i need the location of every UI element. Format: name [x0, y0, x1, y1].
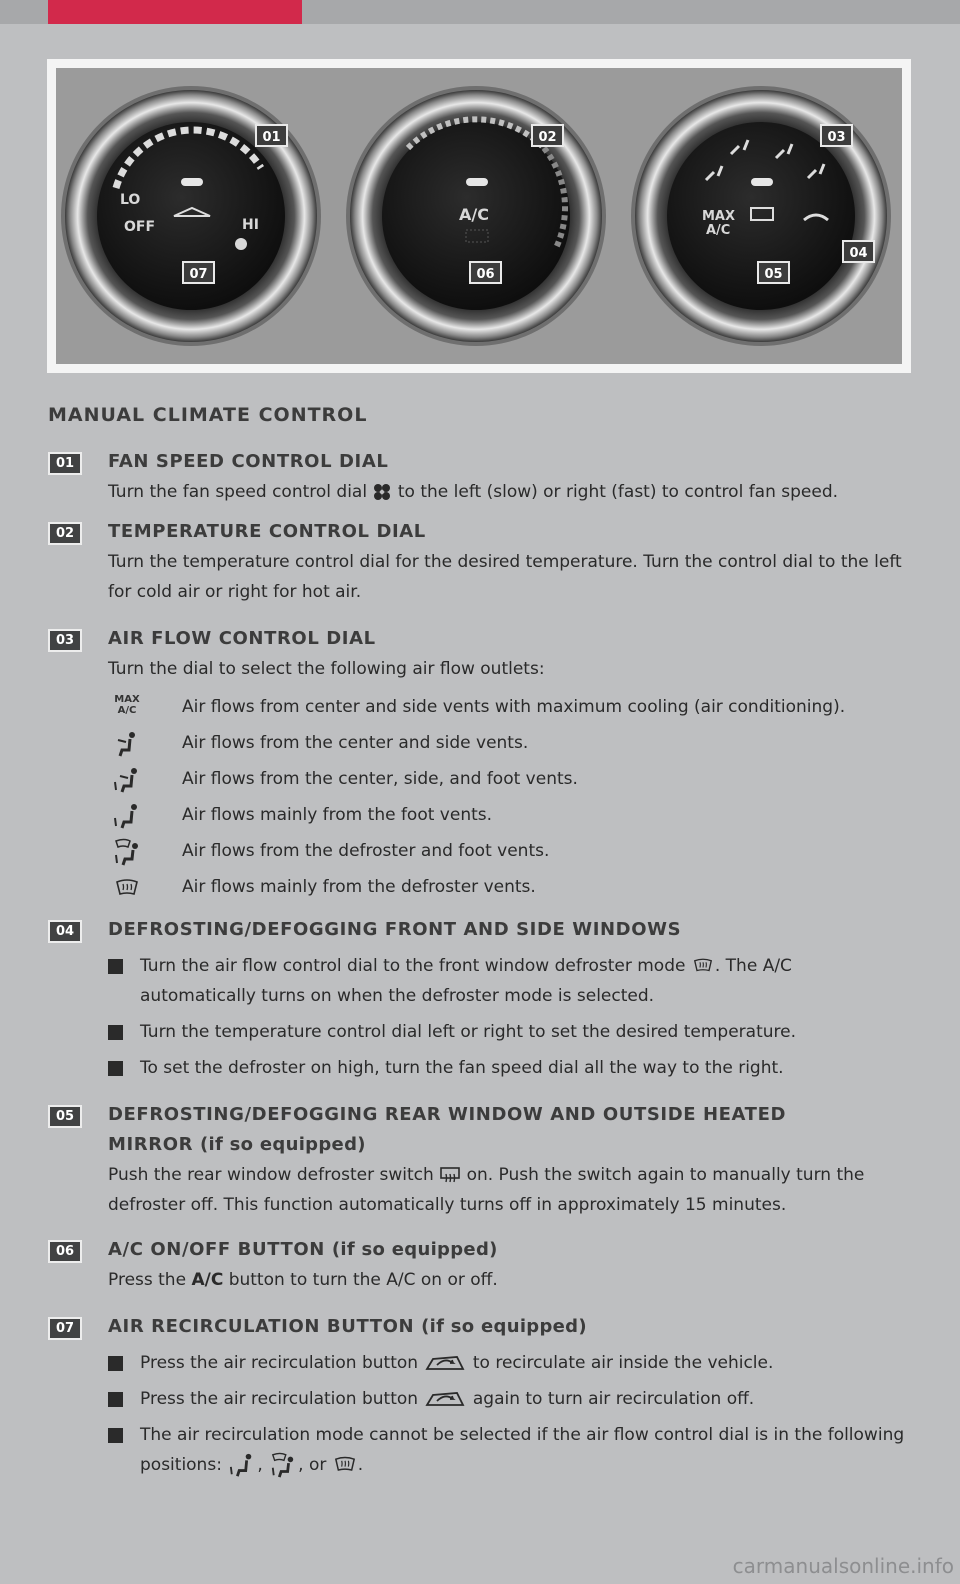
recirculation-bullet-1 [108, 1348, 920, 1378]
air-flow-mode-text: Air flows from the center, side, and foot vents. [182, 769, 578, 789]
photo-label-05: 05 [757, 261, 790, 284]
section-number-06: 06 [48, 1240, 82, 1263]
recirculation-bullet-3 [108, 1420, 920, 1480]
bullet-text: , or [298, 1455, 327, 1475]
defrost-icon [112, 874, 142, 902]
section-title-air-flow: AIR FLOW CONTROL DIAL [108, 628, 376, 649]
text-part: A/C [191, 1270, 224, 1290]
climate-panel-photo [56, 68, 902, 364]
section-recirculation [108, 1312, 920, 1480]
photo-label-07: 07 [182, 261, 215, 284]
max-ac-icon: MAX A/C [114, 694, 140, 716]
section-defrost-front [108, 915, 900, 1083]
defrost-front-bullet-1 [108, 951, 900, 1011]
bullet-text: , [257, 1455, 263, 1475]
bullet-text: Press the air recirculation button [140, 1389, 419, 1409]
air-flow-mode-bilevel [108, 764, 940, 800]
fan-text-b: to the left (slow) or right (fast) to control fan speed. [397, 482, 839, 502]
dial-lo-label: LO [120, 192, 141, 208]
air-flow-mode-text: Air flows mainly from the defroster vents. [182, 877, 536, 897]
title-part: (if so equipped) [421, 1316, 587, 1337]
fan-text-a: Turn the fan speed control dial [108, 482, 368, 502]
defrost-front-bullet-2: Turn the temperature control dial left or right to set the desired temperature. [108, 1017, 900, 1047]
temperature-dial [346, 86, 606, 346]
section-temperature [108, 517, 920, 607]
section-ac-button [108, 1235, 940, 1295]
recirculation-bullet-2 [108, 1384, 920, 1414]
text-part: Press the [108, 1270, 187, 1290]
defrost-front-bullet-3: To set the defroster on high, turn the fan speed dial all the way to the right. [108, 1053, 900, 1083]
air-flow-mode-text: Air flows from the defroster and foot vents. [182, 841, 550, 861]
photo-label-03: 03 [820, 124, 853, 147]
top-bar [0, 0, 960, 24]
bullet-text: to recirculate air inside the vehicle. [472, 1353, 774, 1373]
air-flow-mode-defrost [108, 872, 940, 908]
section-fan-speed [108, 447, 940, 507]
section-title-recirculation [108, 1312, 920, 1342]
dial-hi-label: HI [242, 217, 259, 233]
title-part: (if so equipped) [199, 1134, 366, 1155]
section-number-03: 03 [48, 629, 82, 652]
section-number-01: 01 [48, 452, 82, 475]
footer-watermark: carmanualsonline.info [732, 1554, 954, 1578]
dial-max-label: MAX [702, 209, 736, 224]
section-title-ac-button [108, 1235, 940, 1265]
defrost-icon [691, 957, 715, 975]
air-flow-mode-text: Air flows from the center and side vents. [182, 733, 529, 753]
title-part: AIR RECIRCULATION BUTTON [108, 1316, 415, 1337]
section-air-flow [108, 624, 940, 908]
section-text-fan-speed [108, 477, 940, 507]
recirculation-icon [423, 1389, 467, 1409]
defrost-foot-icon [268, 1452, 298, 1478]
foot-icon [227, 1452, 257, 1478]
rear-defrost-icon [439, 1166, 461, 1184]
fan-icon [372, 482, 392, 502]
section-text-temperature: Turn the temperature control dial for the desired temperature. Turn the control dial to the left for cold air or right for hot air. [108, 552, 902, 602]
top-bar-accent [48, 0, 302, 24]
section-number-05: 05 [48, 1105, 82, 1128]
text-part: button to turn the A/C on or off. [228, 1270, 498, 1290]
text-part: on. Push the switch again to manually turn the defroster off. This function automatically turns off in approximately 15 minutes. [108, 1165, 865, 1215]
dial-max-ac-label: A/C [706, 223, 731, 238]
section-text-defrost-rear [108, 1160, 940, 1220]
bullet-text: Press the air recirculation button [140, 1353, 419, 1373]
bilevel-icon [112, 766, 142, 794]
air-flow-mode-vent [108, 728, 940, 764]
section-number-04: 04 [48, 920, 82, 943]
recirculation-icon [423, 1353, 467, 1373]
photo-label-02: 02 [531, 124, 564, 147]
photo-label-04: 04 [842, 240, 875, 263]
section-title-defrost-front: DEFROSTING/DEFOGGING FRONT AND SIDE WINDOWS [108, 919, 682, 940]
title-part: A/C ON/OFF BUTTON [108, 1239, 325, 1260]
title-part: DEFROSTING/DEFOGGING REAR WINDOW AND OUTSIDE HEATED [108, 1104, 787, 1125]
bullet-text: . [357, 1455, 364, 1475]
bullet-text: Turn the air flow control dial to the front window defroster mode [140, 956, 686, 976]
dial-off-label: OFF [124, 219, 156, 235]
air-flow-mode-text: Air flows from center and side vents with maximum cooling (air conditioning). [182, 697, 846, 717]
title-part: (if so equipped) [331, 1239, 498, 1260]
bullet-text: . The A/C automatically turns on when the defroster mode is selected. [140, 956, 792, 1006]
photo-label-06: 06 [469, 261, 502, 284]
vent-icon [112, 730, 142, 758]
page-title: MANUAL CLIMATE CONTROL [48, 404, 368, 426]
air-flow-mode-list [108, 692, 940, 908]
section-number-02: 02 [48, 522, 82, 545]
section-title-defrost-rear [108, 1100, 940, 1160]
air-flow-mode-foot [108, 800, 940, 836]
climate-panel-illustration [56, 68, 902, 364]
defrost-icon [332, 1455, 358, 1475]
text-part: Push the rear window defroster switch [108, 1165, 434, 1185]
section-title-temperature: TEMPERATURE CONTROL DIAL [108, 521, 426, 542]
climate-panel-photo-frame [47, 59, 911, 373]
section-defrost-rear [108, 1100, 940, 1220]
section-number-07: 07 [48, 1317, 82, 1340]
section-intro-air-flow: Turn the dial to select the following air flow outlets: [108, 659, 545, 679]
defrost-foot-icon [112, 838, 142, 866]
air-flow-mode-defrost-foot [108, 836, 940, 872]
air-flow-mode-text: Air flows mainly from the foot vents. [182, 805, 493, 825]
foot-icon [112, 802, 142, 830]
photo-label-01: 01 [255, 124, 288, 147]
title-part: MIRROR [108, 1134, 194, 1155]
section-text-ac-button [108, 1265, 940, 1295]
air-flow-mode-max-ac [108, 692, 940, 728]
bullet-text: again to turn air recirculation off. [472, 1389, 755, 1409]
section-title-fan-speed: FAN SPEED CONTROL DIAL [108, 451, 389, 472]
dial-ac-label: A/C [459, 205, 489, 224]
bullet-text: The air recirculation mode cannot be selected if the air flow control dial is in the following positions: [140, 1425, 905, 1475]
